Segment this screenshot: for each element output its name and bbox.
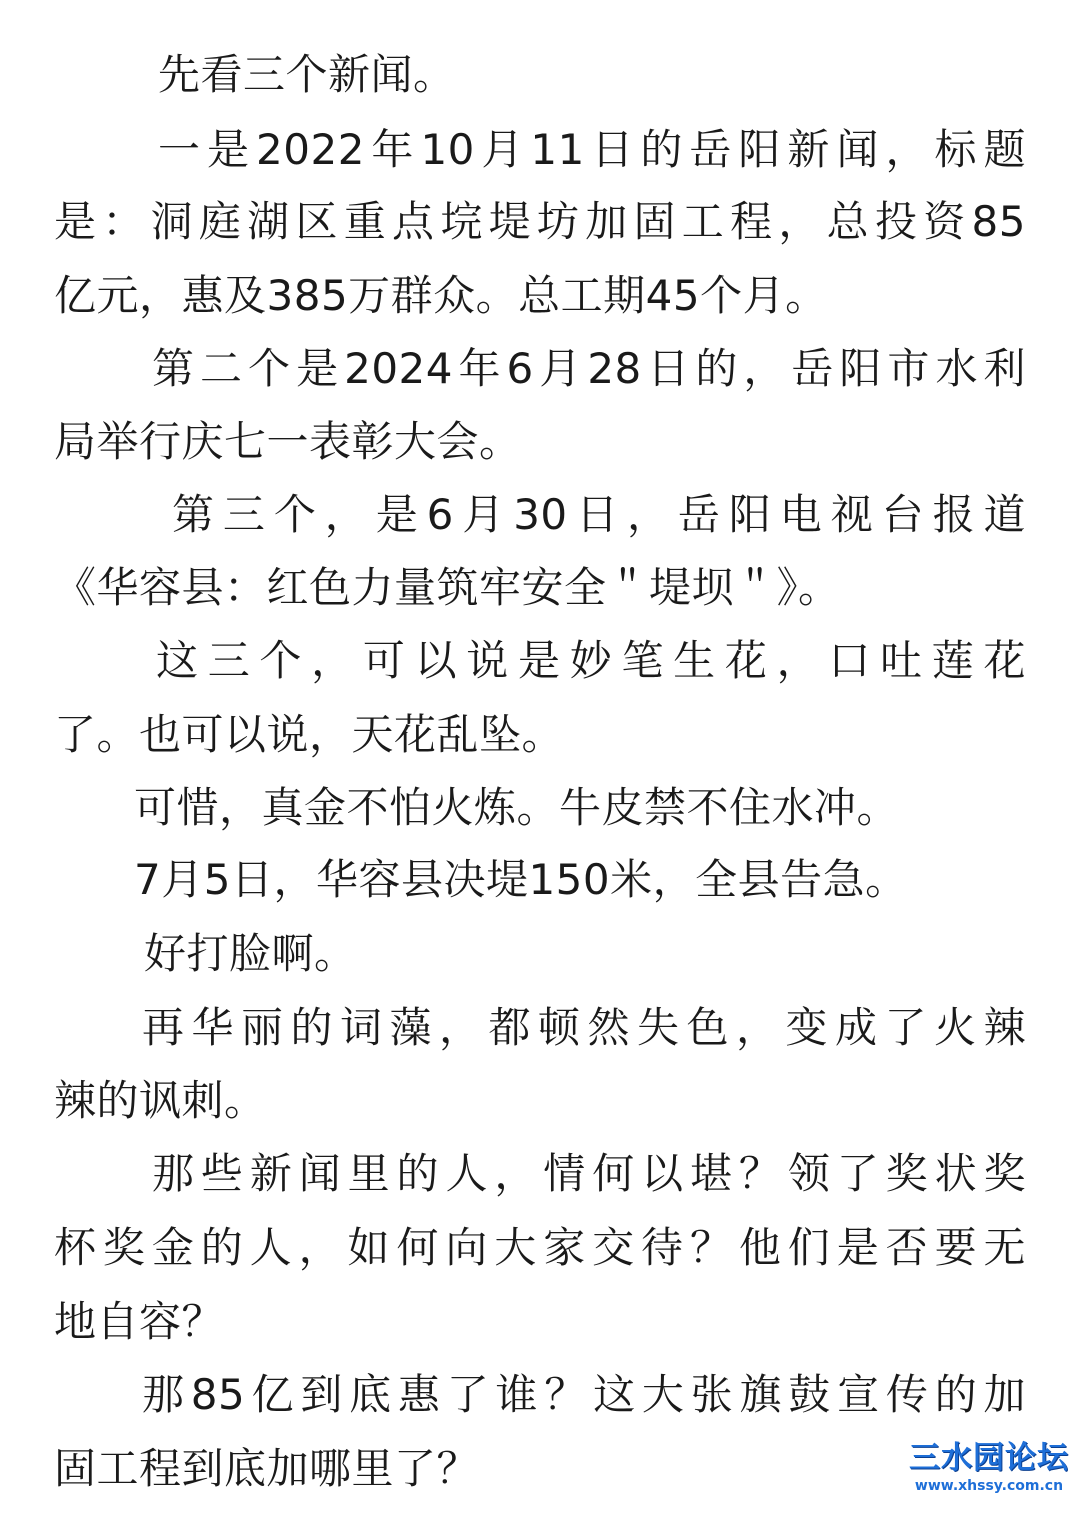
text-line-4: 亿元，惠及385万群众。总工期45个月。	[54, 271, 828, 320]
text-line-9: 这三个，可以说是妙笔生花，口吐莲花	[156, 636, 1026, 685]
text-line-5: 第二个是2024年6月28日的，岳阳市水利	[152, 344, 1026, 393]
text-line-19: 那85亿到底惠了谁？这大张旗鼓宣传的加	[142, 1370, 1026, 1419]
text-line-8: 《华容县：红色力量筑牢安全＂堤坝＂》。	[54, 563, 841, 612]
text-line-18: 地自容？	[54, 1297, 225, 1346]
text-line-7: 第三个，是6月30日，岳阳电视台报道	[172, 490, 1026, 539]
text-line-11: 可惜，真金不怕火炼。牛皮禁不住水冲。	[134, 783, 900, 832]
site-watermark	[904, 1439, 1074, 1505]
text-line-20: 固工程到底加哪里了？	[54, 1444, 480, 1493]
text-line-16: 那些新闻里的人，情何以堪？领了奖状奖	[152, 1149, 1026, 1198]
watermark-site-name: 三水园论坛	[909, 1440, 1069, 1476]
text-line-6: 局举行庆七一表彰大会。	[54, 417, 522, 466]
text-line-2: 一是2022年10月11日的岳阳新闻，标题	[158, 125, 1026, 174]
text-line-12: 7月5日，华容县决堤150米，全县告急。	[134, 855, 908, 904]
text-line-14: 再华丽的词藻，都顿然失色，变成了火辣	[142, 1003, 1026, 1052]
watermark-site-url: www.xhssy.com.cn	[914, 1478, 1064, 1494]
text-line-15: 辣的讽刺。	[54, 1076, 267, 1125]
text-line-10: 了。也可以说，天花乱坠。	[54, 710, 565, 759]
text-line-13: 好打脸啊。	[144, 929, 357, 978]
text-line-17: 杯奖金的人，如何向大家交待？他们是否要无	[54, 1223, 1026, 1272]
text-line-1: 先看三个新闻。	[158, 50, 456, 99]
text-line-3: 是：洞庭湖区重点垸堤坊加固工程，总投资85	[54, 197, 1026, 246]
